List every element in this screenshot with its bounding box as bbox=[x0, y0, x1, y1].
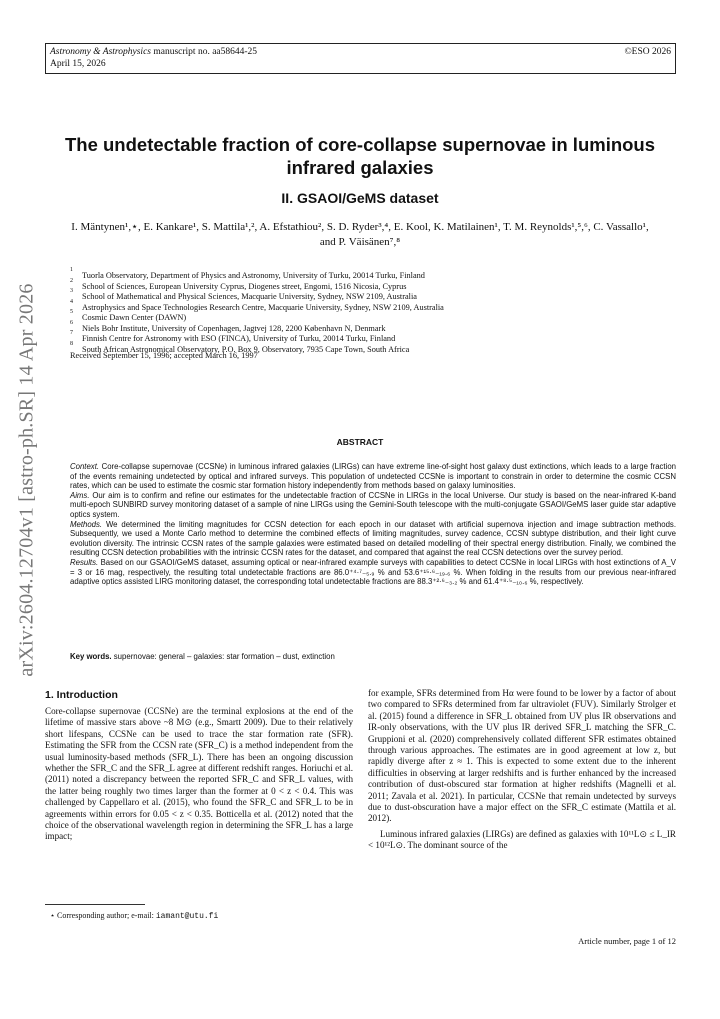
footnote bbox=[50, 911, 218, 921]
aims-text: Our aim is to confirm and refine our estimates for the undetectable fraction of CCSNe in LIRGs in the local Universe. Our study is based on the near-infrared K-band multi-epoch SUNBIRD survey monitoring dataset of a sample of nine LIRGs using the Gemini-South telescope with the multi-conjugate GSAOI/GeMS laser guide star adaptive optics system. bbox=[70, 490, 677, 519]
page-number: Article number, page 1 of 12 bbox=[578, 936, 676, 946]
affiliation-text: School of Sciences, European University Cyprus, Diogenes street, Engomi, 1516 Nicosia, Cyprus bbox=[82, 281, 407, 291]
keywords-text: supernovae: general – galaxies: star formation – dust, extinction bbox=[113, 652, 335, 661]
affiliation-item: 1 Tuorla Observatory, Department of Physics and Astronomy, University of Turku, 20014 Turku, Finland bbox=[70, 267, 425, 280]
paper-subtitle: II. GSAOI/GeMS dataset bbox=[281, 190, 439, 206]
column-left bbox=[45, 706, 353, 843]
intro-paragraph-3: Luminous infrared galaxies (LIRGs) are defined as galaxies with 10¹¹L⊙ ≤ L_IR < 10¹²L⊙. The dominant source of the bbox=[368, 828, 676, 851]
affiliation-item: 8 South African Astronomical Observatory, P.O. Box 9, Observatory, 7935 Cape Town, South Africa bbox=[70, 340, 410, 354]
results-label: Results. bbox=[70, 557, 99, 567]
footnote-rule bbox=[45, 904, 145, 905]
abstract-methods bbox=[70, 520, 676, 558]
affiliation-item: 4 Astrophysics and Space Technologies Research Centre, Macquarie University, Sydney, NSW 2109, Australia bbox=[70, 298, 444, 312]
affiliation-list bbox=[70, 267, 670, 355]
affiliation-item: 3 School of Mathematical and Physical Sciences, Macquarie University, Sydney, NSW 2109, Australia bbox=[70, 288, 417, 301]
intro-paragraph-1: Core-collapse supernovae (CCSNe) are the terminal explosions at the end of the lifetime of massive stars above ~8 M⊙ (e.g., Smartt 2009). Due to their relatively short lifespans, CCSNe can be used to trace the star formation rate (SFR). Estimating the SFR from the CCSN rate (SFR_C) is a method independent from the usual luminosity-based methods (SFR_L). There has been an ongoing discussion whether the SFR_C and the SFR_L agree at different redshift ranges. Horiuchi et al. (2011) noted a discrepancy between the reported SFR_C and SFR_L values, with the latter being roughly two times larger than the former at 0 < z < 0.4. This was challenged by Cappellaro et al. (2015), who found the SFR_C and SFR_L to be in agreements within errors for 0.05 < z < 0.35. Botticella et al. (2012) noted that the choice of the observational wavelength region in determining the SFR_L has a large impact; bbox=[45, 706, 353, 842]
paper-title: The undetectable fraction of core-collapse supernovae in luminous infrared galaxies bbox=[64, 134, 656, 178]
affiliation-item: 5 Cosmic Dawn Center (DAWN) bbox=[70, 309, 187, 322]
affiliation-text: Cosmic Dawn Center (DAWN) bbox=[82, 313, 187, 322]
affiliation-item: 7 Finnish Centre for Astronomy with ESO (FINCA), University of Turku, 20014 Turku, Finland bbox=[70, 330, 396, 343]
arxiv-stamp bbox=[2, 260, 52, 700]
manuscript-number: manuscript no. aa58644-25 bbox=[153, 47, 258, 57]
affiliation-text: Finnish Centre for Astronomy with ESO (FINCA), University of Turku, 20014 Turku, Finland bbox=[82, 334, 396, 343]
affiliation-text: South African Astronomical Observatory, P.O. Box 9, Observatory, 7935 Cape Town, South Africa bbox=[82, 344, 410, 354]
results-text: Based on our GSAOI/GeMS dataset, assuming optical or near-infrared example surveys with capabilities to detect CCSNe in local LIRGs with host extinctions of A_V = 3 or 16 mag, respectively, the resulting total undetectable fractions are 86.0⁺⁴·⁷₋₅.₉ % and 53.6⁺¹⁵·⁶₋₁₉.₆ %. When folding in the results from our previous near-infrared adaptive optics assisted LIRG monitoring dataset, the corresponding total undetectable fractions are 88.3⁺²·⁶₋₃.₂ % and 61.4⁺⁸·⁵₋₁₀.₆ %, respectively. bbox=[70, 557, 676, 587]
aims-label: Aims. bbox=[70, 490, 90, 500]
abstract-heading: ABSTRACT bbox=[336, 437, 384, 447]
keywords bbox=[70, 652, 676, 661]
section-heading-introduction: 1. Introduction bbox=[45, 689, 118, 701]
methods-label: Methods. bbox=[70, 519, 103, 529]
copyright: ©ESO 2026 bbox=[624, 47, 671, 57]
abstract-body bbox=[70, 462, 676, 587]
abstract-context bbox=[70, 462, 676, 491]
abstract-aims bbox=[70, 491, 676, 520]
footnote-text: ⋆ Corresponding author; e-mail: bbox=[50, 911, 154, 920]
received-dates: Received September 15, 1996; accepted March 16, 1997 bbox=[70, 351, 258, 360]
affiliation-item: 6 Niels Bohr Institute, University of Copenhagen, Jagtvej 128, 2200 København N, Denmark bbox=[70, 319, 386, 333]
author-email-link[interactable]: iamant@utu.fi bbox=[155, 912, 219, 921]
journal-line bbox=[50, 46, 257, 58]
affiliation-text: Astrophysics and Space Technologies Research Centre, Macquarie University, Sydney, NSW 2109, Australia bbox=[82, 302, 444, 312]
affiliation-text: Tuorla Observatory, Department of Physics and Astronomy, University of Turku, 20014 Turku, Finland bbox=[82, 271, 425, 280]
keywords-label: Key words. bbox=[70, 652, 112, 661]
methods-text: We determined the limiting magnitudes for CCSN detection for each epoch in our dataset with artificial supernova injection and image subtraction methods. Subsequently, we used a Monte Carlo method to determine the combined effects of limiting magnitudes, survey cadence, CCSN subtype distribution, and their light curve evolution diversity. The intrinsic CCSN rates of the sample galaxies were estimated based on detailed modelling of their spectral energy distribution. Finally, we combined the resulting CCSN detection probabilities with the intrinsic CCSN rates for the dataset, and compared that against the real CCSN detections over the survey period. bbox=[70, 519, 676, 558]
affiliation-text: Niels Bohr Institute, University of Copenhagen, Jagtvej 128, 2200 København N, Denmark bbox=[82, 323, 386, 333]
abstract-results bbox=[70, 558, 676, 587]
affiliation-text: School of Mathematical and Physical Sciences, Macquarie University, Sydney, NSW 2109, Australia bbox=[82, 292, 417, 301]
column-right bbox=[368, 688, 676, 852]
intro-paragraph-2: for example, SFRs determined from Hα were found to be lower by a factor of about two compared to SFRs determined from far ultraviolet (FUV). Similarly Strolger et al. (2015) found a difference in SFR_L obtained from UV plus IR observations and IR-only observations, with the UV plus IR derived SFR_L matching the SFR_C. Gruppioni et al. (2020) comprehensively collated different SFR estimates obtained through various approaches. The estimates are in good agreement at low z, but rapidly diverge after z ≈ 1. This is expected to some extent due to the inherent difficulties in observing at larger redshifts and is further enhanced by the increased contribution of dust-obscured star formation at higher redshifts (Magnelli et al. 2011; Zavala et al. 2021). In particular, CCSNe that remain undetected by surveys due to dust-obscuration have a major effect on the SFR_C estimate (Mattila et al. 2012). bbox=[368, 688, 676, 824]
arxiv-id: arXiv:2604.12704v1 [astro-ph.SR] 14 Apr 2026 bbox=[15, 283, 38, 677]
context-text: Core-collapse supernovae (CCSNe) in luminous infrared galaxies (LIRGs) can have extreme line-of-sight host galaxy dust extinctions, which leads to a large fraction of the events remaining undetected by optical and infrared surveys. This population of undetected CCSNe is important to constrain in order to determine the cosmic CCSN rates, which can be used to estimate the cosmic star formation history independently from methods based on galaxy luminosities. bbox=[70, 462, 676, 491]
author-list: I. Mäntynen¹,⋆, E. Kankare¹, S. Mattila¹,², A. Efstathiou², S. D. Ryder³,⁴, E. Kool, K. Matilainen¹, T. M. Reynolds¹,⁵,⁶, C. Vassallo¹, and P. Väisänen⁷,⁸ bbox=[71, 221, 649, 248]
header-date: April 15, 2026 bbox=[50, 59, 106, 69]
journal-name: Astronomy & Astrophysics bbox=[50, 47, 151, 57]
affiliation-item: 2 School of Sciences, European University Cyprus, Diogenes street, Engomi, 1516 Nicosia, Cyprus bbox=[70, 277, 407, 291]
context-label: Context. bbox=[70, 462, 100, 471]
